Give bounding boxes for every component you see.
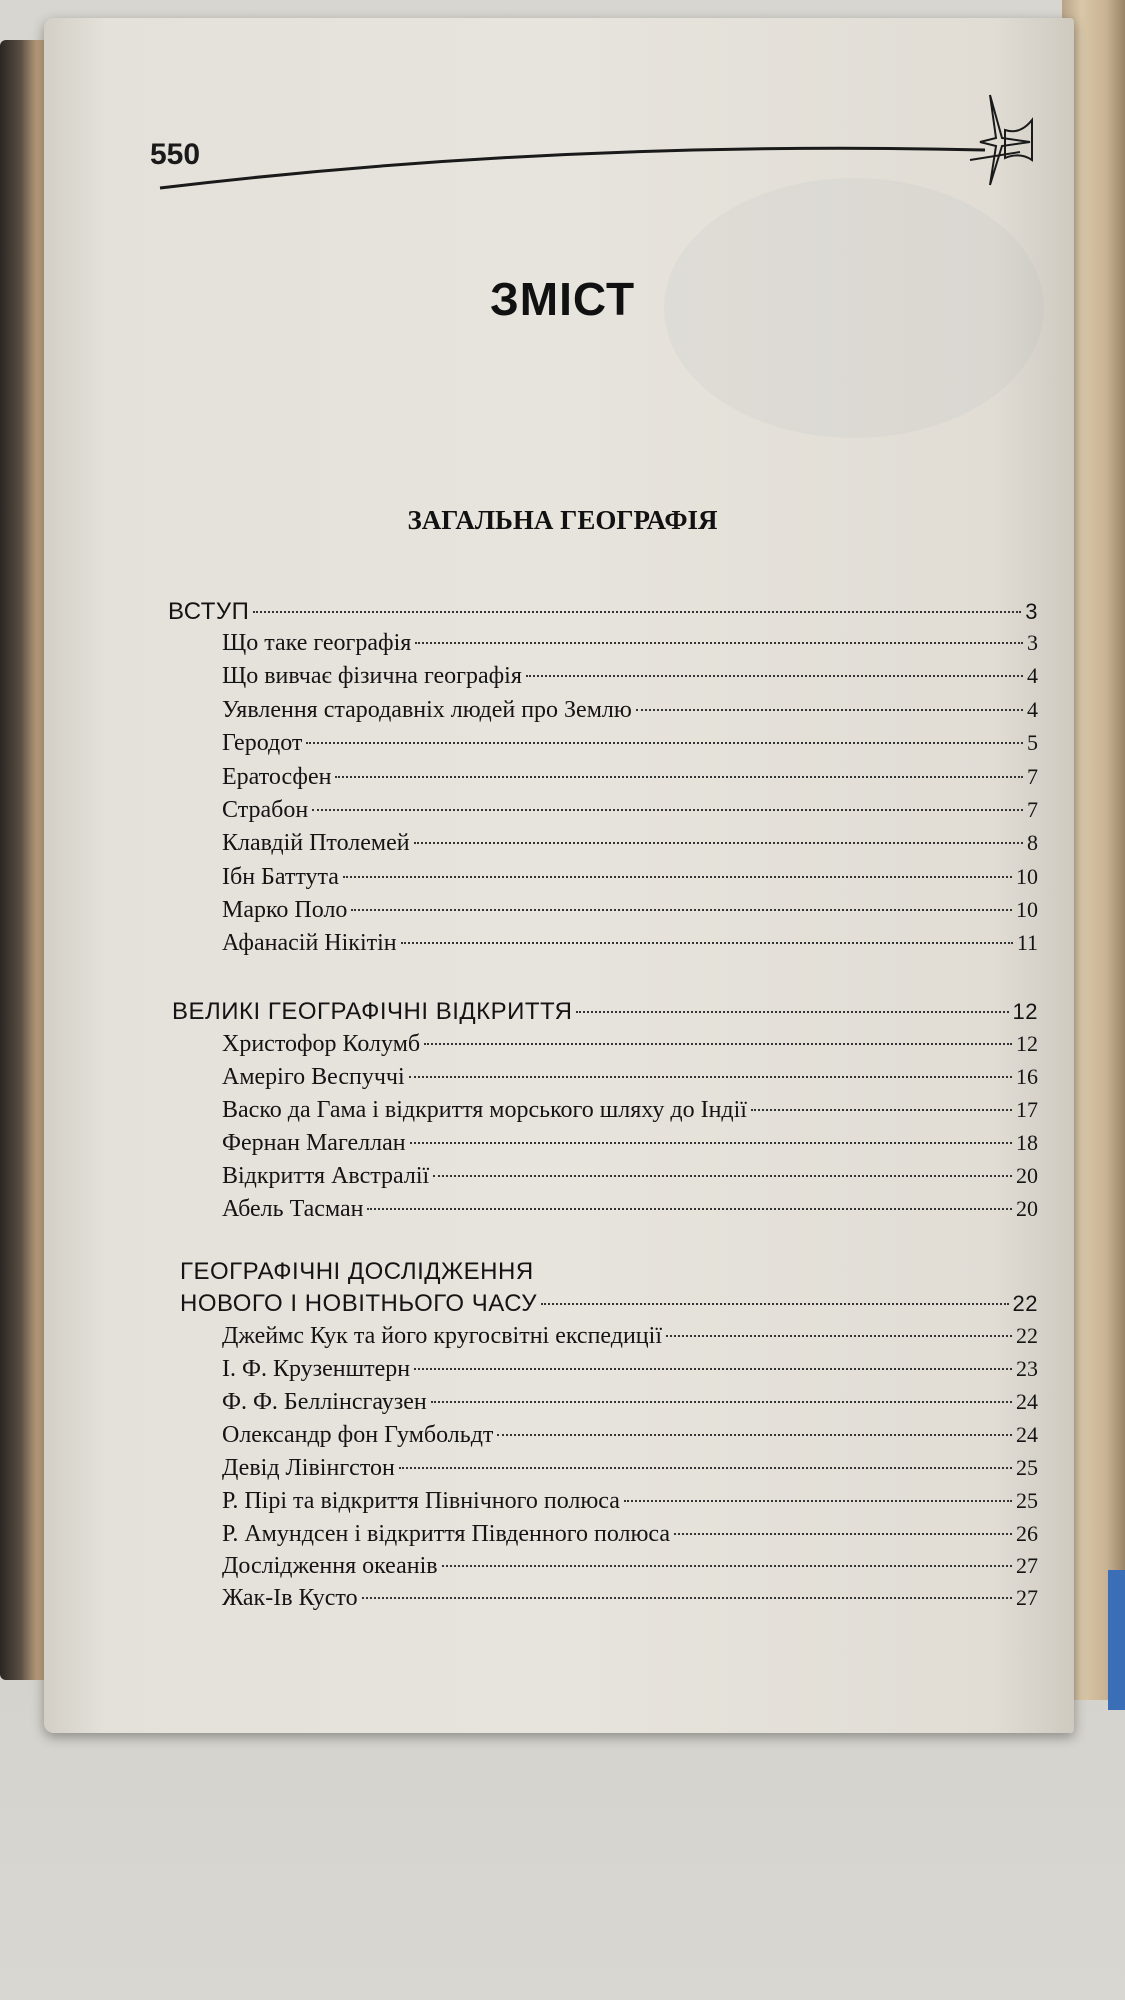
toc-item-label: Ф. Ф. Беллінсгаузен (222, 1389, 427, 1415)
toc-item-label: Васко да Гама і відкриття морського шляху до Індії (222, 1097, 747, 1123)
toc-item-label: Джеймс Кук та його кругосвітні експедиції (222, 1323, 662, 1349)
toc-page-number: 23 (1016, 1356, 1038, 1381)
leader-dots (526, 675, 1023, 677)
toc-page-number: 12 (1016, 1031, 1038, 1056)
leader-dots (253, 611, 1021, 613)
toc-page-number: 7 (1027, 764, 1038, 789)
toc-item[interactable] (222, 697, 1038, 724)
leader-dots (415, 642, 1023, 644)
toc-page-number: 22 (1016, 1323, 1038, 1348)
toc-section-label: НОВОГО І НОВІТНЬОГО ЧАСУ (180, 1290, 537, 1317)
toc-page-number: 25 (1016, 1455, 1038, 1480)
toc-page-number: 16 (1016, 1064, 1038, 1089)
toc-item-label: Жак-Ів Кусто (222, 1585, 358, 1611)
toc-page-number: 3 (1027, 630, 1038, 655)
toc-item-label: Ератосфен (222, 764, 332, 790)
leader-dots (414, 1368, 1012, 1370)
toc-page-number: 7 (1027, 797, 1038, 822)
toc-page-number: 20 (1016, 1163, 1038, 1188)
toc-item[interactable] (222, 1163, 1038, 1190)
toc-section-label[interactable]: ГЕОГРАФІЧНІ ДОСЛІДЖЕННЯ (180, 1258, 534, 1285)
leader-dots (576, 1011, 1008, 1013)
toc-page-number: 20 (1016, 1196, 1038, 1221)
toc-item[interactable] (222, 1585, 1038, 1612)
toc-item[interactable] (222, 1521, 1038, 1548)
leader-dots (431, 1401, 1012, 1403)
leader-dots (674, 1533, 1012, 1535)
toc-item[interactable] (222, 1356, 1038, 1383)
toc-item[interactable] (222, 663, 1038, 690)
leader-dots (442, 1565, 1012, 1567)
toc-item[interactable] (222, 1097, 1038, 1124)
toc-item[interactable] (222, 1422, 1038, 1449)
toc-item[interactable] (222, 730, 1038, 757)
leader-dots (497, 1434, 1012, 1436)
leader-dots (367, 1208, 1012, 1210)
toc-item-label: Р. Амундсен і відкриття Південного полюса (222, 1521, 671, 1547)
toc-page-number: 10 (1016, 897, 1038, 922)
leader-dots (410, 1142, 1012, 1144)
toc-page-number: 26 (1016, 1521, 1038, 1546)
toc-page-number: 27 (1016, 1553, 1038, 1578)
toc-item-label: Страбон (222, 797, 309, 823)
toc-item[interactable] (222, 1064, 1038, 1091)
toc-page-number: 25 (1016, 1488, 1038, 1513)
toc-page-number: 18 (1016, 1130, 1038, 1155)
leader-dots (312, 809, 1023, 811)
toc-item-label: Ібн Баттута (222, 864, 339, 890)
toc-item[interactable] (222, 1389, 1038, 1416)
toc-page-number: 12 (1012, 999, 1038, 1024)
toc-item[interactable] (222, 830, 1038, 857)
leader-dots (399, 1467, 1012, 1469)
leader-dots (751, 1109, 1012, 1111)
leader-dots (424, 1043, 1012, 1045)
page-title: ЗМІСТ (489, 273, 636, 325)
toc-page-number: 10 (1016, 864, 1038, 889)
leader-dots (624, 1500, 1012, 1502)
toc-page-number: 4 (1027, 663, 1038, 688)
leader-dots (306, 742, 1023, 744)
toc-item-label: Девід Лівінгстон (222, 1455, 395, 1481)
leader-dots (433, 1175, 1012, 1177)
toc-item[interactable] (222, 1196, 1038, 1223)
toc-item-label: Христофор Колумб (222, 1031, 421, 1057)
toc-item[interactable] (222, 630, 1038, 657)
toc-item-label: Клавдій Птолемей (222, 830, 410, 856)
leader-dots (401, 942, 1013, 944)
toc-section-intro[interactable] (168, 598, 1038, 626)
toc-item[interactable] (222, 897, 1038, 924)
toc-item-label: Фернан Магеллан (222, 1130, 406, 1156)
toc-item-label: Р. Пірі та відкриття Північного полюса (222, 1488, 620, 1514)
toc-section-label: ВСТУП (168, 598, 250, 625)
page-number: 550 (150, 138, 201, 171)
toc-item-label: Амеріго Веспуччі (222, 1064, 405, 1090)
toc-section-discoveries[interactable] (172, 998, 1038, 1026)
toc-item-label: Геродот (222, 730, 303, 756)
toc-page-number: 4 (1027, 697, 1038, 722)
toc-page-number: 8 (1027, 830, 1038, 855)
toc-item[interactable] (222, 1488, 1038, 1515)
leader-dots (409, 1076, 1012, 1078)
toc-item-label: Марко Поло (222, 897, 348, 923)
toc-section-label: ВЕЛИКІ ГЕОГРАФІЧНІ ВІДКРИТТЯ (172, 998, 573, 1025)
toc-page-number: 22 (1012, 1291, 1038, 1316)
toc-item-label: Дослідження океанів (222, 1553, 438, 1579)
toc-item[interactable] (222, 764, 1038, 791)
toc-item-label: Олександр фон Гумбольдт (222, 1422, 494, 1448)
leader-dots (636, 709, 1023, 711)
toc-page-number: 27 (1016, 1585, 1038, 1610)
toc-page-number: 5 (1027, 730, 1038, 755)
leader-dots (362, 1597, 1012, 1599)
toc-page-number: 3 (1025, 599, 1038, 624)
toc-item-label: Афанасій Нікітін (222, 930, 397, 956)
toc-item[interactable] (222, 1323, 1038, 1350)
toc-item[interactable] (222, 1455, 1038, 1482)
toc-page-number: 24 (1016, 1389, 1038, 1414)
toc-item[interactable] (222, 797, 1038, 824)
toc-item[interactable] (222, 1031, 1038, 1058)
toc-item[interactable] (222, 1553, 1038, 1580)
toc-item[interactable] (222, 930, 1038, 957)
toc-section-modern[interactable] (180, 1290, 1038, 1318)
section-group-title: ЗАГАЛЬНА ГЕОГРАФІЯ (407, 505, 718, 535)
toc-item-label: Що вивчає фізична географія (222, 663, 522, 689)
leader-dots (541, 1303, 1009, 1305)
leader-dots (343, 876, 1012, 878)
leader-dots (414, 842, 1023, 844)
toc-item-label: Уявлення стародавніх людей про Землю (222, 697, 632, 723)
leader-dots (351, 909, 1012, 911)
toc-item-label: Абель Тасман (222, 1196, 364, 1222)
toc-page-number: 24 (1016, 1422, 1038, 1447)
toc-item-label: Що таке географія (222, 630, 412, 656)
toc-item[interactable] (222, 864, 1038, 891)
leader-dots (666, 1335, 1012, 1337)
toc-item-label: І. Ф. Крузенштерн (222, 1356, 411, 1382)
toc-page-number: 11 (1016, 930, 1038, 955)
toc-item-label: Відкриття Австралії (222, 1163, 430, 1189)
toc-page-number: 17 (1016, 1097, 1038, 1122)
leader-dots (335, 776, 1023, 778)
toc-item[interactable] (222, 1130, 1038, 1157)
